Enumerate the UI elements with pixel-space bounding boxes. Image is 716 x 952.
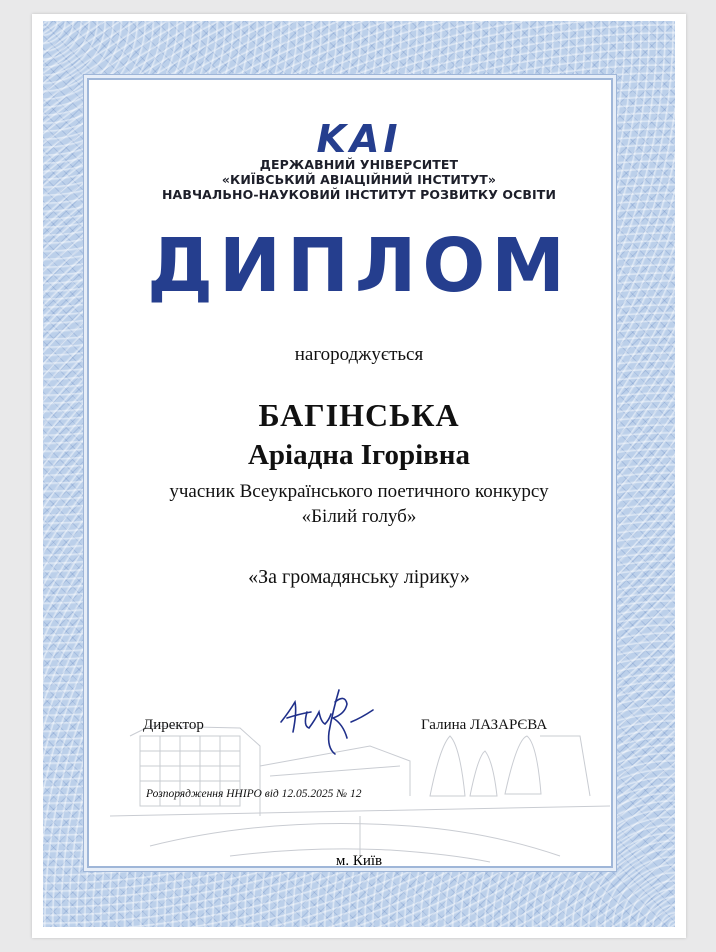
kai-logo bbox=[279, 124, 439, 156]
awarded-label: нагороджується bbox=[294, 344, 424, 365]
svg-text:KAI: KAI bbox=[316, 124, 402, 156]
city: м. Київ bbox=[335, 853, 383, 869]
signatory-name: Галина ЛАЗАРЄВА bbox=[421, 717, 548, 733]
institution-line-3: НАВЧАЛЬНО-НАУКОВИЙ ІНСТИТУТ РОЗВИТКУ ОСВІТИ bbox=[161, 187, 556, 202]
recipient-given-names: Аріадна Ігорівна bbox=[247, 439, 471, 471]
order-reference: Розпорядження ННІРО від 12.05.2025 № 12 bbox=[146, 788, 362, 800]
institution-line-1: ДЕРЖАВНИЙ УНІВЕРСИТЕТ bbox=[259, 157, 459, 172]
participation-line-2: «Білий голуб» bbox=[301, 506, 417, 527]
diploma-title: ДИПЛОМ bbox=[147, 223, 571, 309]
signature-position: Директор bbox=[143, 717, 204, 733]
nomination: «За громадянську лірику» bbox=[248, 566, 470, 588]
handwritten-signature bbox=[277, 682, 387, 762]
recipient-surname: БАГІНСЬКА bbox=[258, 397, 460, 433]
participation-line-1: учасник Всеукраїнського поетичного конкурсу bbox=[169, 481, 549, 502]
institution-line-2: «КИЇВСЬКИЙ АВІАЦІЙНИЙ ІНСТИТУТ» bbox=[221, 172, 497, 187]
diploma-page bbox=[32, 14, 686, 938]
